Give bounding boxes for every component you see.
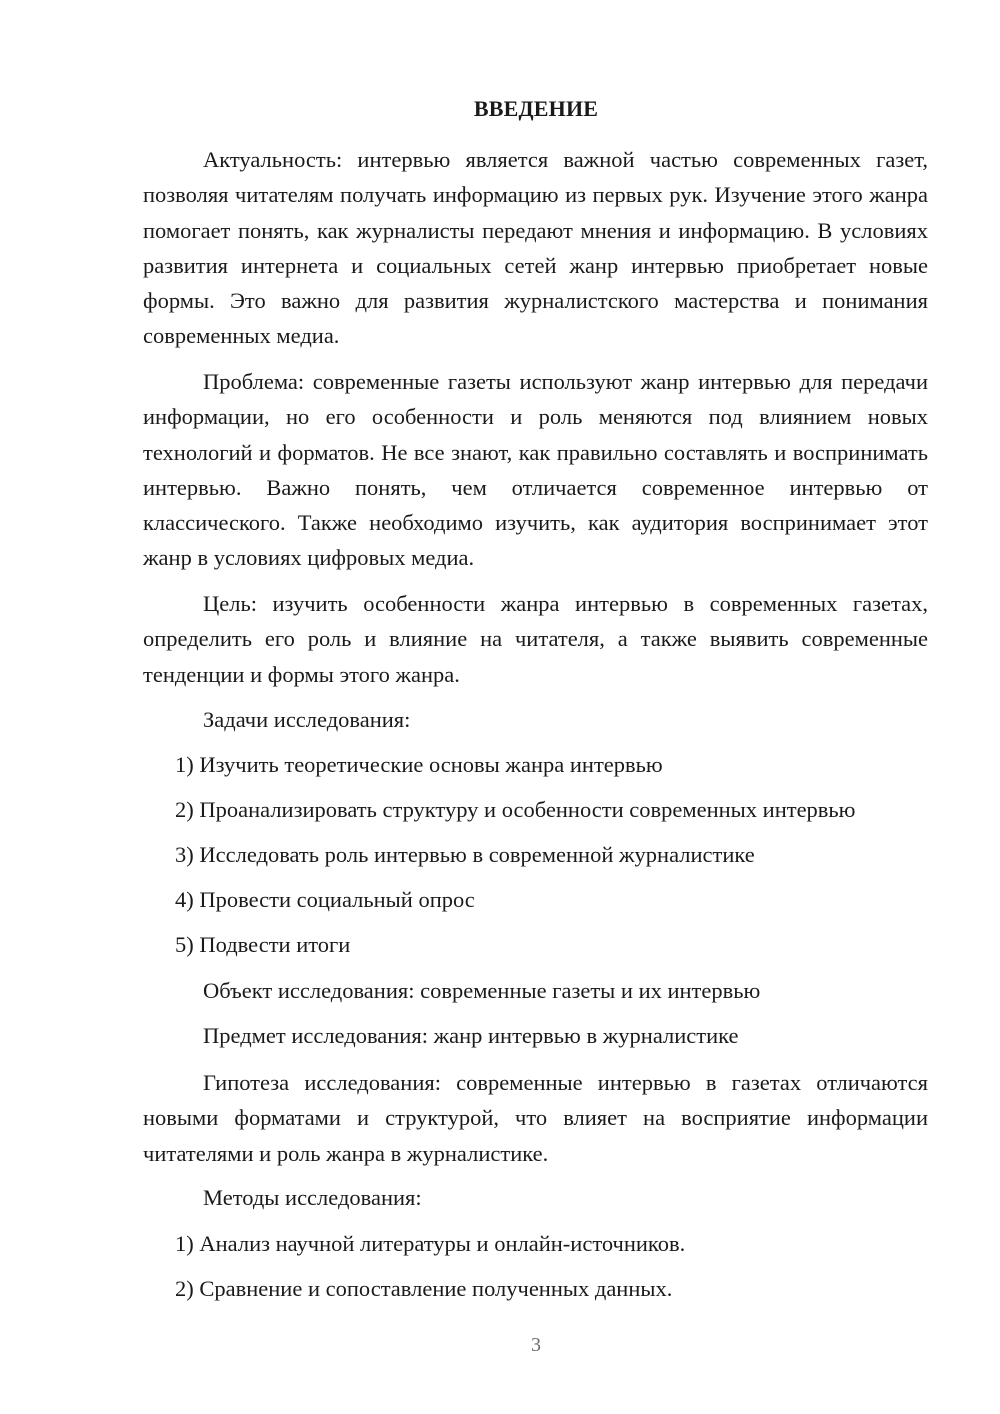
methods-title: Методы исследования: [203, 1185, 422, 1210]
tasks-title: Задачи исследования: [203, 707, 411, 732]
task-item-5: 5) Подвести итоги [175, 932, 351, 957]
relevance-paragraph: Актуальность: интервью является важной частью современных газет, позволяя читателям получать информацию из первых рук. Изучение этого жанра помогает понять, как журналисты передают мнения и информацию. В условиях развития интернета и социальных сетей жанр интервью приобретает новые формы. Это важно для развития журналистского мастерства и понимания современных медиа. [143, 147, 928, 349]
task-item-3: 3) Исследовать роль интервью в современной журналистике [175, 842, 755, 867]
hypothesis-paragraph: Гипотеза исследования: современные интервью в газетах отличаются новыми форматами и структурой, что влияет на восприятие информации читателями и роль жанра в журналистике. [143, 1070, 928, 1166]
page-number: 3 [531, 1334, 541, 1356]
object-paragraph: Объект исследования: современные газеты и их интервью [203, 978, 761, 1003]
task-item-2: 2) Проанализировать структуру и особенности современных интервью [175, 797, 856, 822]
method-item-1: 1) Анализ научной литературы и онлайн-источников. [175, 1231, 686, 1256]
problem-paragraph: Проблема: современные газеты используют жанр интервью для передачи информации, но его особенности и роль меняются под влиянием новых технологий и форматов. Не все знают, как правильно составлять и воспринимать интервью. Важно понять, чем отличается современное интервью от классического. Также необходимо изучить, как аудитория воспринимает этот жанр в условиях цифровых медиа. [143, 369, 928, 571]
subject-paragraph: Предмет исследования: жанр интервью в журналистике [203, 1023, 739, 1048]
goal-paragraph: Цель: изучить особенности жанра интервью в современных газетах, определить его роль и влияние на читателя, а также выявить современные тенденции и формы этого жанра. [143, 591, 928, 687]
method-item-2: 2) Сравнение и сопоставление полученных данных. [175, 1276, 673, 1301]
task-item-1: 1) Изучить теоретические основы жанра интервью [175, 752, 663, 777]
task-item-4: 4) Провести социальный опрос [175, 887, 475, 912]
section-heading: ВВЕДЕНИЕ [473, 96, 599, 121]
